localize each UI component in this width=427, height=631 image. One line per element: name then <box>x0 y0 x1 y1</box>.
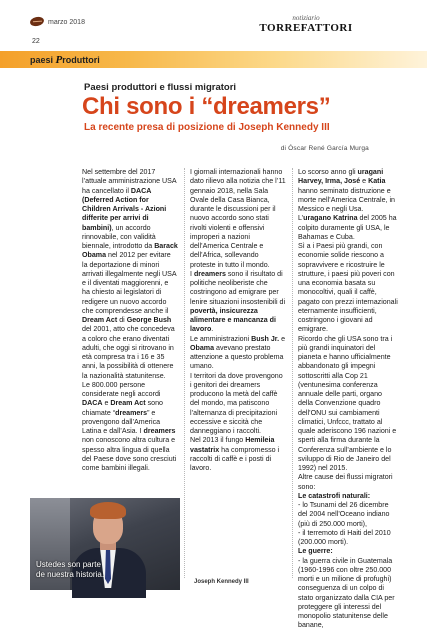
coffee-bean-logo-icon <box>29 16 45 28</box>
masthead-title: TORREFATTORI <box>259 22 353 34</box>
text-run-bold: Bush Jr. <box>251 334 280 343</box>
text-run: I giornali internazionali hanno dato rilievo alla notizia che l’11 gennaio 2018, nella Sala Ovale della Casa Bianca, durante le discussioni per il nuovo accordo sono stati rivolti violenti e offensivi improperi a nazioni dell’America Centrale e dell’Africa, sollevando proteste in tutto il mondo. <box>190 168 286 269</box>
text-run: ” e provengono dall’America Latina e dall’Asia. I <box>82 408 161 435</box>
text-run-bold: DACA (Deferred Action for Children Arrivals - Azioni differite per arrivi di bambini) <box>82 186 167 232</box>
text-run-bold: povertà, insicurezza alimentare e mancanza di lavoro <box>190 306 276 334</box>
text-run: Le amministrazioni <box>190 334 252 343</box>
text-run-bold: Katia <box>368 177 386 186</box>
section-label <box>30 54 100 66</box>
text-run: - il terremoto di Haiti del 2010 (200.000 morti). <box>298 528 391 546</box>
text-run-bold: dreamers <box>193 269 226 278</box>
text-run-bold: uragani Harvey, Irma, José <box>298 168 384 186</box>
text-run: e <box>279 334 286 343</box>
text-run-bold: Le catastrofi naturali: <box>298 491 371 500</box>
text-run: I <box>190 269 194 278</box>
text-run: - la guerra civile in Guatemala (1960-1996 con oltre 250.000 morti e un milione di profughi) conseguenza di un colpo di stato organizzato dalla CIA per proteggere gli interessi del monopolio statunitense delle banane, <box>298 556 395 630</box>
list-heading <box>298 547 398 556</box>
text-run: , un accordo rinnovabile, con validità biennale, introdotto da <box>82 223 156 250</box>
paragraph <box>298 242 398 335</box>
text-run: sono chiamate “ <box>82 399 163 417</box>
article-column-1 <box>82 168 178 473</box>
article-column-2 <box>190 168 286 473</box>
text-run: I territori da dove provengono i genitori dei dreamers producono la metà del caffè del mondo, ma patiscono l’alternanza di precipitazioni eccessive e siccità che danneggiano i raccolti. <box>190 371 283 435</box>
text-run-bold: Obama <box>190 343 215 352</box>
text-run-bold: dreamers <box>143 427 176 435</box>
issue-date: marzo 2018 <box>48 19 85 26</box>
text-run-bold: Hemileia vastatrix <box>190 436 275 454</box>
text-run: Sì a i Paesi più grandi, con economie solide riescono a sopravvivere e ricostruire le strutture, i paesi più poveri con una economia basata su monocoltivi, quali il caffè, pagato con prezzi internazionali eternamente insufficienti, costringono i giovani ad emigrare. <box>298 242 398 334</box>
paragraph <box>190 270 286 335</box>
section-label-prefix: paesi <box>30 55 56 65</box>
text-run: del 2001, atto che concedeva a coloro che erano diventati adulti, che oggi si ritrovano in età compresa tra i 16 e 35 anni, la possibilità di ottenere la nazionalità statunitense. <box>82 325 175 380</box>
column-divider <box>184 168 185 578</box>
paragraph <box>298 335 398 474</box>
text-run: avevano prestato attenzione a questo problema umano. <box>190 343 284 371</box>
article-kicker: Paesi produttori e flussi migratori <box>84 82 237 93</box>
list-item <box>298 501 398 529</box>
masthead-kicker: notiziario <box>292 14 320 22</box>
section-label-suffix: roduttori <box>62 55 100 65</box>
list-item <box>298 557 398 631</box>
text-run-bold: DACA <box>82 399 103 408</box>
article-headline: Chi sono i “dreamers” <box>82 93 331 120</box>
text-run: . <box>211 325 214 334</box>
text-run-bold: George Bush <box>126 316 172 324</box>
text-run: e <box>360 177 369 186</box>
text-run-bold: uragano Katrina <box>303 214 358 223</box>
text-run-bold: Dream Act <box>82 316 118 324</box>
text-run: e <box>102 399 111 408</box>
text-run: Nel 2013 il fungo <box>190 436 246 445</box>
text-run: Ricordo che gli USA sono tra i più grandi inquinatori del pianeta e hanno ufficialmente abbandonato gli impegni sottoscritti alla Cop 21 (ventunesima conferenza annuale delle parti, organo della Convenzione quadro dell’ONU sui cambiamenti climatici, Unfccc, trattato al quale aderiscono 196 nazioni e sperti alla firma durante la Conferenza sull’ambiente e lo sviluppo di Rio de Janeiro del 1992) nel 2015. <box>298 334 397 472</box>
section-label-script-letter: P <box>55 54 63 66</box>
text-run: - lo Tsunami del 26 dicembre del 2004 nell’Oceano indiano (più di 250.000 morti), <box>298 501 390 528</box>
text-run: hanno seminato distruzione e morte nell’America Centrale, in Messico e negli Usa. L’ <box>298 186 395 223</box>
list-item <box>298 529 398 548</box>
paragraph <box>190 168 286 270</box>
masthead <box>246 14 366 34</box>
text-run: non conoscono altra cultura e spesso altra lingua di quella del Paese dove sono cresciuti come bambini illegali. <box>82 436 177 472</box>
joseph-kennedy-photo <box>30 498 180 590</box>
text-run-bold: Barack Obama <box>82 242 178 260</box>
article-byline: di Óscar René García Murga <box>280 145 369 152</box>
paragraph <box>298 473 398 492</box>
column-divider <box>292 168 293 578</box>
text-run: ha compromesso i raccolti di caffè e i posti di lavoro. <box>190 445 280 472</box>
photo-hair <box>90 502 126 519</box>
photo-credit: Joseph Kennedy III <box>194 579 249 585</box>
text-run: Nel settembre del 2017 l’attuale amministrazione USA ha cancellato il <box>82 168 177 195</box>
article-subheadline: La recente presa di posizione di Joseph Kennedy III <box>84 122 330 133</box>
list-heading <box>298 492 398 501</box>
text-run: del 2005 ha colpito duramente gli USA, le Bahamas e Cuba. <box>298 214 397 241</box>
text-run: di <box>117 316 127 324</box>
photo-subtitle-overlay: Ustedes son parte de nuestra historia. <box>36 560 105 579</box>
text-run-bold: Le guerre: <box>298 547 333 556</box>
text-run-bold: dreamers <box>115 408 148 417</box>
paragraph <box>190 372 286 437</box>
text-run-bold: Dream Act <box>110 399 146 408</box>
paragraph <box>190 335 286 372</box>
paragraph <box>82 381 178 474</box>
text-run: nel 2012 per evitare la deportazione di minori arrivati illegalmente negli USA e il diventati maggiorenni, e ha chiesto ai legislatori di redigere un nuovo accordo che comprendesse anche il <box>82 251 177 315</box>
article-column-3 <box>298 168 398 631</box>
text-run: Lo scorso anno gli <box>298 168 358 176</box>
text-run: Altre cause dei flussi migratori sono: <box>298 473 393 491</box>
paragraph <box>82 168 178 381</box>
text-run: sono il risultato di politiche neoliberiste che costringono ad emigrare per lenire situazioni insostenibili di <box>190 269 286 306</box>
page-number: 22 <box>32 38 40 45</box>
page-header <box>0 0 427 52</box>
text-run: Le 800.000 persone considerate negli accordi <box>82 380 161 398</box>
paragraph <box>190 436 286 473</box>
section-band <box>0 51 427 68</box>
paragraph <box>298 168 398 242</box>
